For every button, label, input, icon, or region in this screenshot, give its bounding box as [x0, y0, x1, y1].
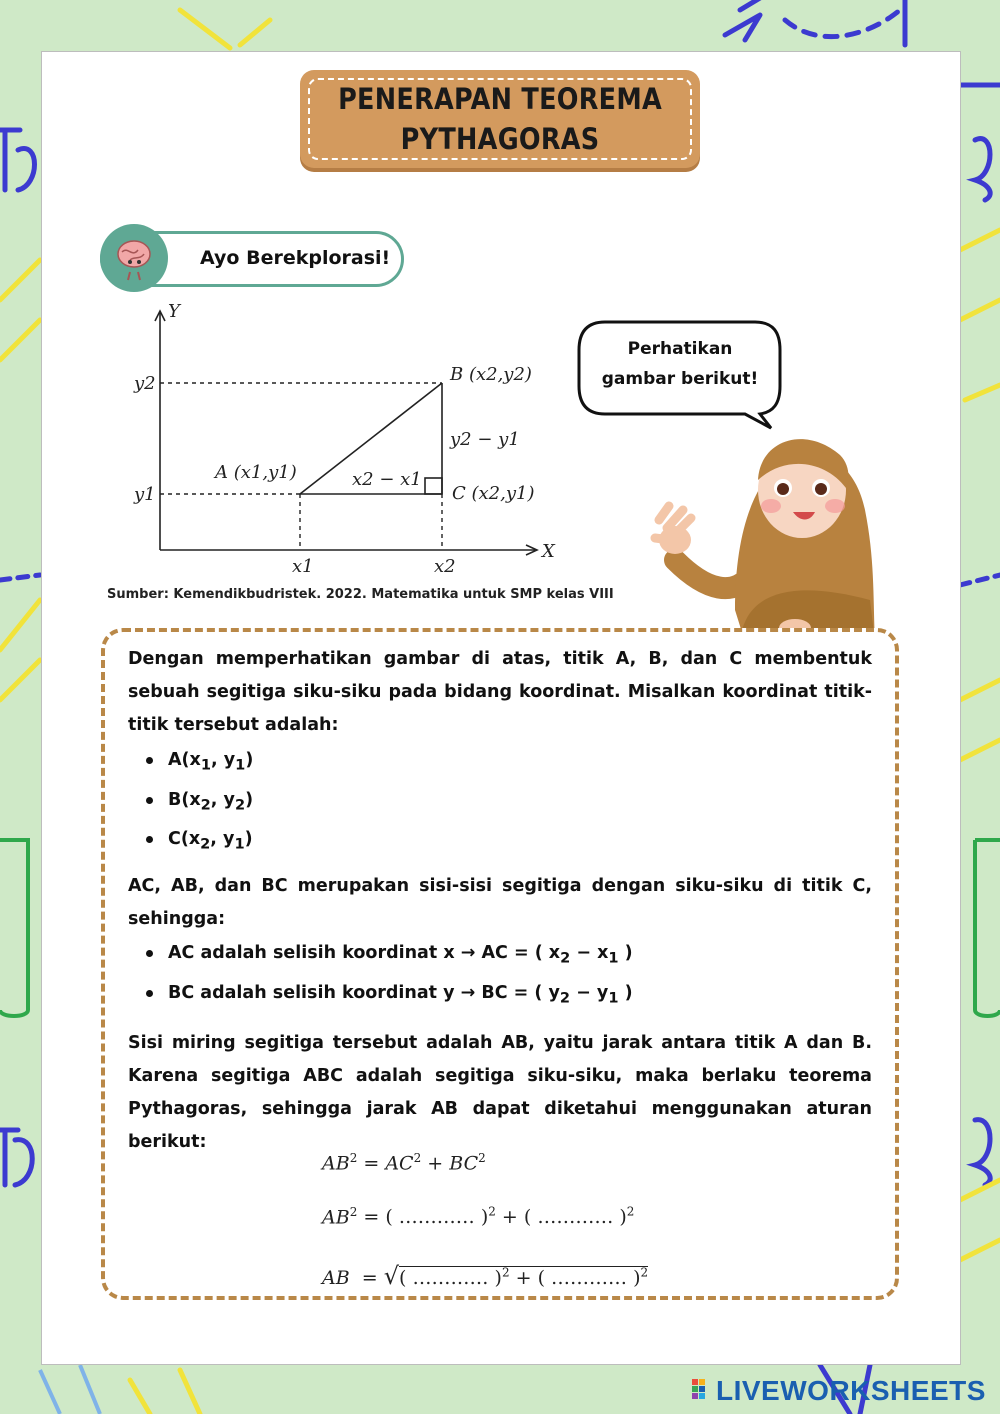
liveworksheets-brand [692, 1375, 986, 1407]
list-item: $C(x_2$, $y_1$) [140, 822, 253, 862]
intro-paragraph: Dengan memperhatikan gambar di atas, titik A, B, dan C membentuk sebuah segitiga siku-siku pada bidang koordinat. Misalkan koordinat titik-titik tersebut adalah: [128, 649, 872, 735]
x-axis-label: X [542, 541, 555, 562]
tick-y2: y2 [134, 373, 156, 394]
point-a-label: A (x1,y1) [215, 462, 297, 483]
liveworksheets-logo-icon [692, 1379, 712, 1403]
formula-3: AB = √( ………… )$^2$ + ( ………… )$^2$ [322, 1262, 649, 1290]
teacher-character-illustration [645, 410, 885, 642]
list-item: $B(x_2$, $y_2$) [140, 783, 253, 823]
brain-icon [100, 224, 168, 292]
points-list [140, 743, 253, 862]
formula-2: $AB^2$ = ( ………… )$^2$ + ( ………… )$^2$ [322, 1205, 635, 1229]
explore-label: Ayo Berekplorasi! [200, 247, 391, 269]
title-banner [300, 70, 700, 168]
source-caption: Sumber: Kemendikbudristek. 2022. Matematika untuk SMP kelas VIII [107, 587, 614, 602]
tick-x1: x1 [292, 556, 314, 577]
side-bc-label: y2 − y1 [450, 429, 520, 450]
list-item: BC adalah selisih koordinat y → BC = ( $y_2 - y_1$ ) [140, 976, 633, 1016]
hypotenuse-paragraph: Sisi miring segitiga tersebut adalah AB, yaitu jarak antara titik A dan B. Karena segitiga ABC adalah segitiga siku-siku, maka berlaku teorema Pythagoras, sehingga jarak AB dapat diketahui menggunakan aturan berikut: [128, 1033, 872, 1152]
sides-paragraph: AC, AB, dan BC merupakan sisi-sisi segitiga dengan siku-siku di titik C, sehingga: [128, 876, 872, 929]
sides-list [140, 936, 633, 1015]
y-axis-label: Y [168, 301, 180, 322]
brand-text: LIVEWORKSHEETS [716, 1375, 986, 1406]
formula-1: $AB^2 = AC^2 + BC^2$ [322, 1151, 486, 1175]
point-b-label: B (x2,y2) [450, 364, 532, 385]
list-item: $A(x_1$, $y_1$) [140, 743, 253, 783]
page-title: PENERAPAN TEOREMA PYTHAGORAS [338, 82, 662, 156]
tick-x2: x2 [434, 556, 456, 577]
right-angle-mark [425, 478, 442, 494]
list-item: AC adalah selisih koordinat x → AC = ( $x_2 - x_1$ ) [140, 936, 633, 976]
side-ac-label: x2 − x1 [352, 469, 422, 490]
point-c-label: C (x2,y1) [452, 483, 535, 504]
coordinate-graph [120, 295, 560, 580]
tick-y1: y1 [134, 484, 156, 505]
speech-text: Perhatikan gambar berikut! [601, 339, 759, 389]
